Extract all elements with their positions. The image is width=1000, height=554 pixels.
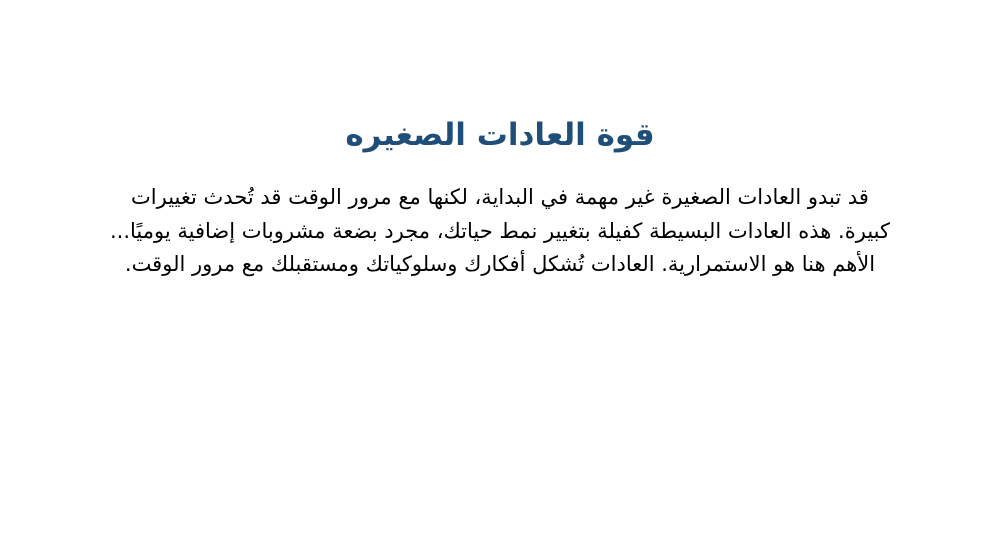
slide-title: قوة العادات الصغيره: [345, 117, 655, 153]
slide-body-text: قد تبدو العادات الصغيرة غير مهمة في البداية، لكنها مع مرور الوقت قد تُحدث تغييرات كبيرة. هذه العادات البسيطة كفيلة بتغيير نمط حياتك، مجرد بضعة مشروبات إضافية يوميًا... الأهم هنا هو الاستمرارية. العادات تُشكل أفكارك وسلوكياتك ومستقبلك مع مرور الوقت.: [110, 185, 890, 276]
